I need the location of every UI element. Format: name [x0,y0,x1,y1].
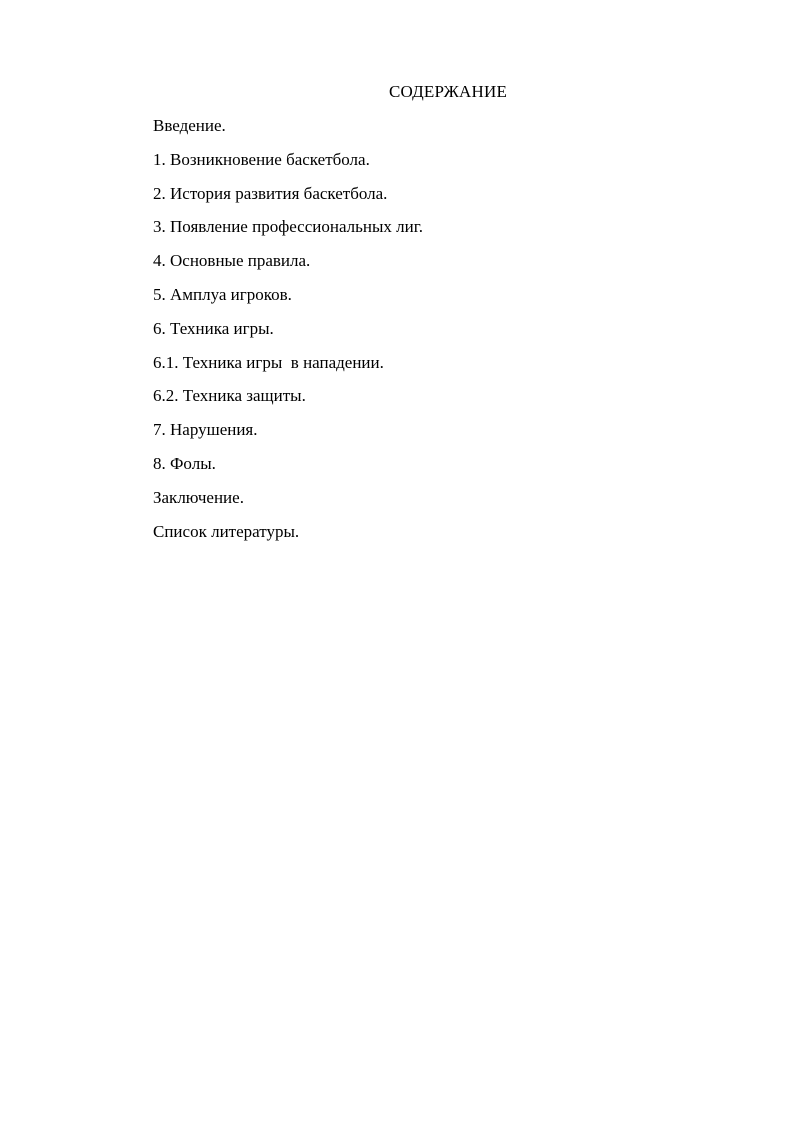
toc-item-introduction: Введение. [153,116,226,135]
toc-item-6: 6. Техника игры. [153,318,274,338]
toc-item-5: 5. Амплуа игроков. [153,284,292,304]
toc-item-3: 3. Появление профессиональных лиг. [153,217,424,237]
toc-item-8: 8. Фолы. [153,453,216,473]
toc-item-6-1: 6.1. Техника игры в нападении. [153,352,384,372]
toc-item-conclusion: Заключение. [153,487,244,507]
toc-item-bibliography: Список литературы. [153,521,300,541]
toc-item-4: 4. Основные правила. [153,251,311,271]
toc-item-1: 1. Возникновение баскетбола. [153,149,370,169]
table-of-contents [153,115,423,554]
page-title: СОДЕРЖАНИЕ [388,82,508,101]
toc-item-2: 2. История развития баскетбола. [153,183,388,203]
toc-item-7: 7. Нарушения. [153,420,258,440]
toc-item-6-2: 6.2. Техника защиты. [153,386,306,406]
